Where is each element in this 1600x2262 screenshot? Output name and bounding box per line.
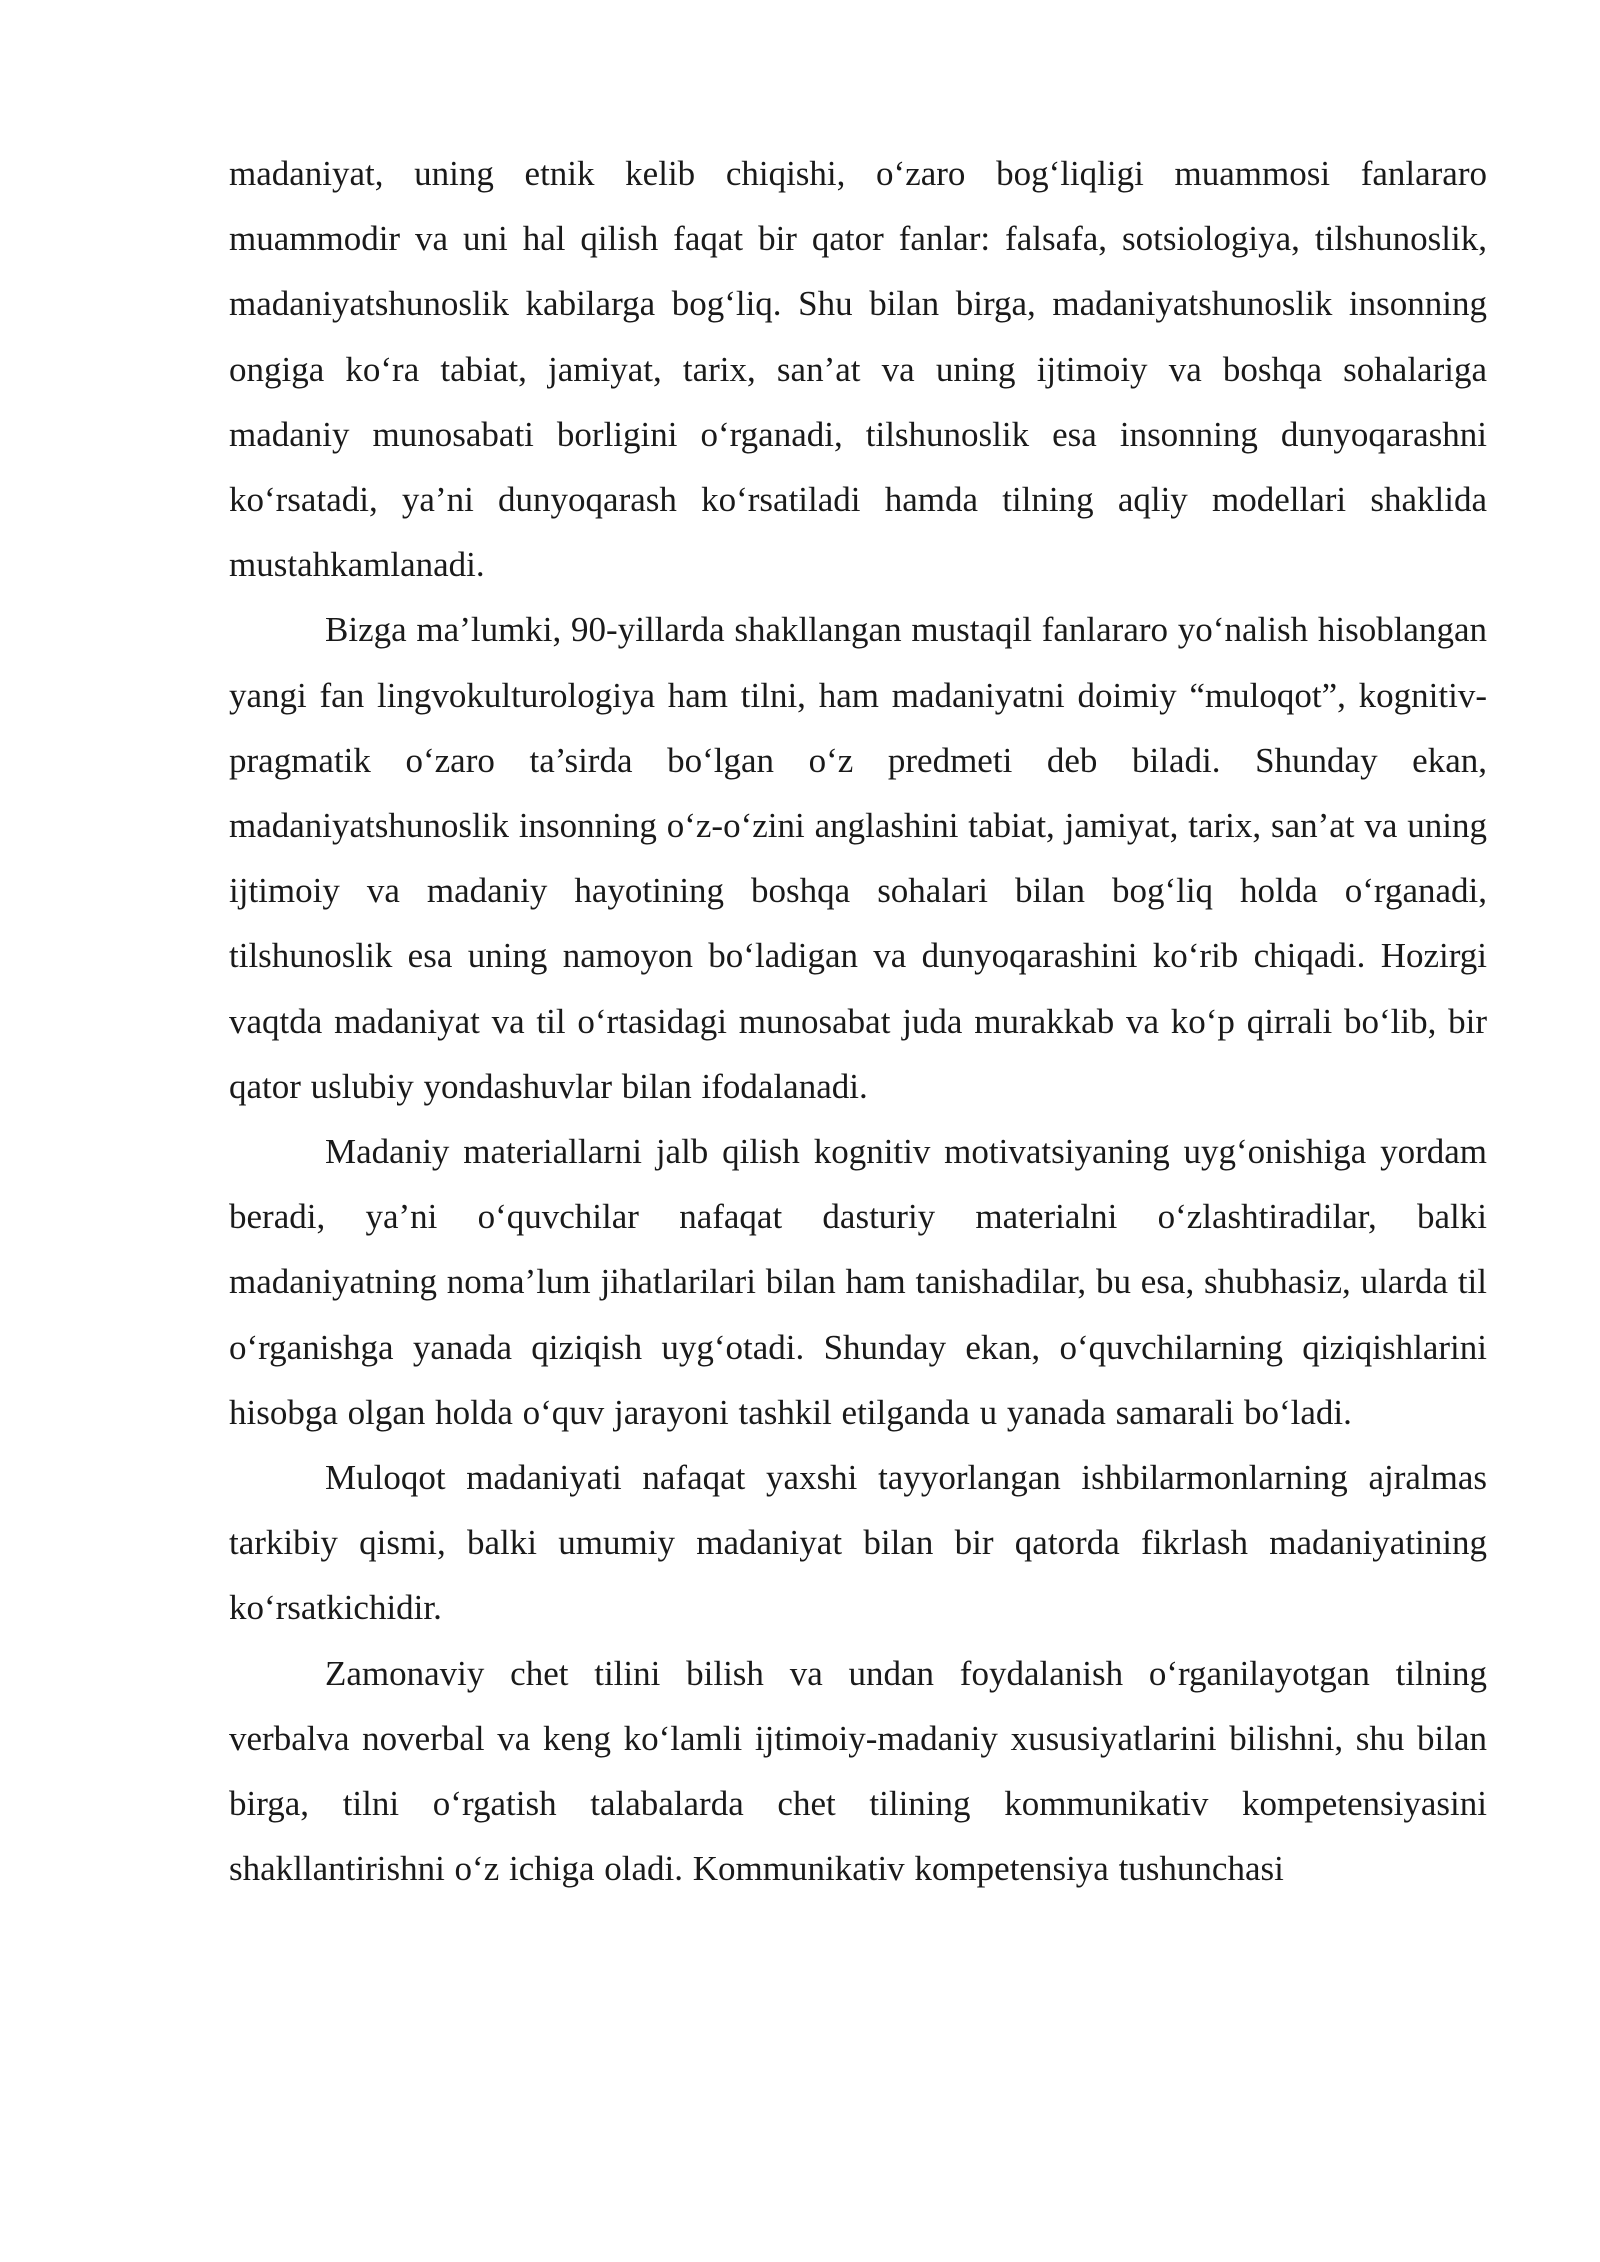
paragraph-3: Madaniy materiallarni jalb qilish kognitiv motivatsiyaning uyg‘onishiga yordam beradi, ya’ni o‘quvchilar nafaqat dasturiy materialni o‘zlashtiradilar, balki madaniyatning noma’lum jihatlarilari bilan ham tanishadilar, bu esa, shubhasiz, ularda til o‘rganishga yanada qiziqish uyg‘otadi. Shunday ekan, o‘quvchilarning qiziqishlarini hisobga olgan holda o‘quv jarayoni tashkil etilganda u yanada samarali bo‘ladi. (229, 1132, 1487, 1432)
paragraph-4: Muloqot madaniyati nafaqat yaxshi tayyorlangan ishbilarmonlarning ajralmas tarkibiy qismi, balki umumiy madaniyat bilan bir qatorda fikrlash madaniyatining ko‘rsatkichidir. (229, 1458, 1487, 1628)
document-page (229, 141, 1487, 1901)
paragraph-2: Bizga ma’lumki, 90-yillarda shakllangan mustaqil fanlararo yo‘nalish hisoblangan yangi fan lingvokulturologiya ham tilni, ham madaniyatni doimiy “muloqot”, kognitiv-pragmatik o‘zaro ta’sirda bo‘lgan o‘z predmeti deb biladi. Shunday ekan, madaniyatshunoslik insonning o‘z-o‘zini anglashini tabiat, jamiyat, tarix, san’at va uning ijtimoiy va madaniy hayotining boshqa sohalari bilan bog‘liq holda o‘rganadi, tilshunoslik esa uning namoyon bo‘ladigan va dunyoqarashini ko‘rib chiqadi. Hozirgi vaqtda madaniyat va til o‘rtasidagi munosabat juda murakkab va ko‘p qirrali bo‘lib, bir qator uslubiy yondashuvlar bilan ifodalanadi. (229, 610, 1487, 1106)
paragraph-5: Zamonaviy chet tilini bilish va undan foydalanish o‘rganilayotgan tilning verbalva noverbal va keng ko‘lamli ijtimoiy-madaniy xususiyatlarini bilishni, shu bilan birga, tilni o‘rgatish talabalarda chet tilining kommunikativ kompetensiyasini shakllantirishni o‘z ichiga oladi. Kommunikativ kompetensiya tushunchasi (229, 1653, 1487, 1889)
paragraph-1: madaniyat, uning etnik kelib chiqishi, o‘zaro bog‘liqligi muammosi fanlararo muammodir va uni hal qilish faqat bir qator fanlar: falsafa, sotsiologiya, tilshunoslik, madaniyatshunoslik kabilarga bog‘liq. Shu bilan birga, madaniyatshunoslik insonning ongiga ko‘ra tabiat, jamiyat, tarix, san’at va uning ijtimoiy va boshqa sohalariga madaniy munosabati borligini o‘rganadi, tilshunoslik esa insonning dunyoqarashni ko‘rsatadi, ya’ni dunyoqarash ko‘rsatiladi hamda tilning aqliy modellari shaklida mustahkamlanadi. (229, 154, 1487, 585)
